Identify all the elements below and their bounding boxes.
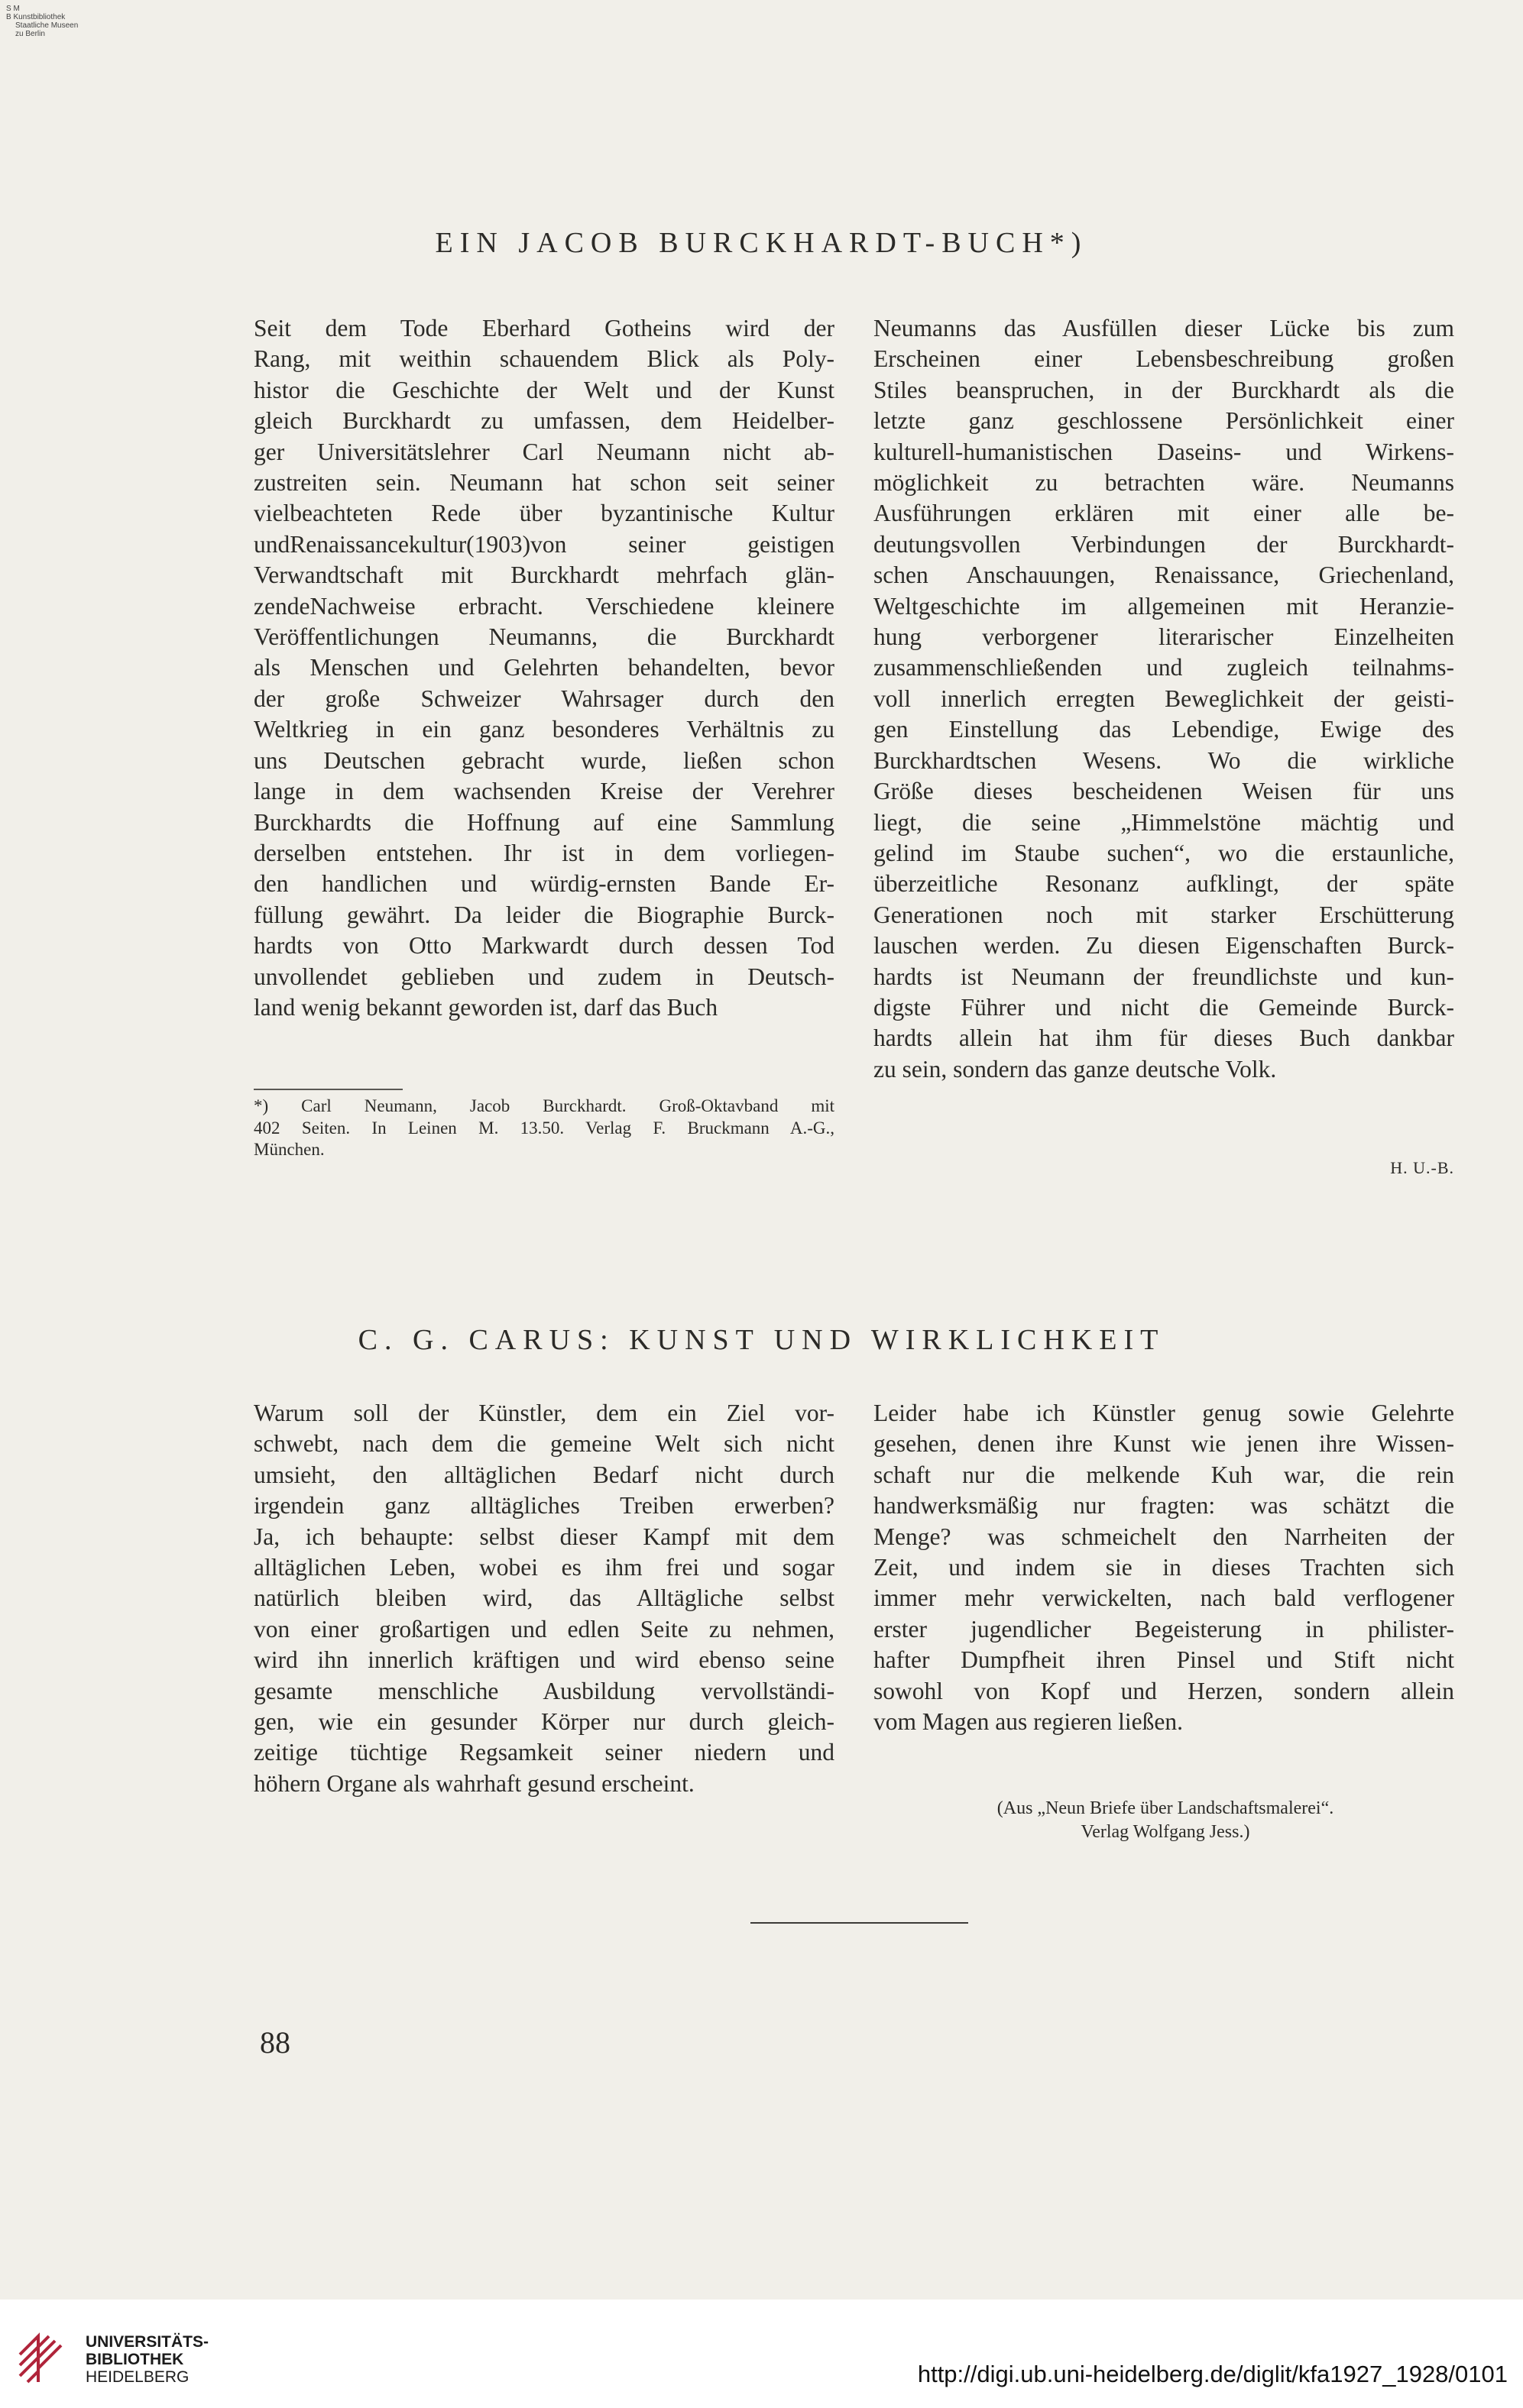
library-name-line: HEIDELBERG <box>86 2368 190 2386</box>
text-line: Seit dem Tode Eberhard Gotheins wird der <box>254 315 834 341</box>
text-line: immer mehr verwickelten, nach bald verflogener <box>873 1584 1454 1612</box>
article2-left-column <box>254 1398 834 1799</box>
text-line: Größe dieses bescheidenen Weisen für uns <box>873 778 1454 805</box>
text-line: Ausführungen erklären mit einer alle be- <box>873 500 1454 527</box>
text-line: schwebt, nach dem die gemeine Welt sich nicht <box>254 1430 834 1458</box>
text-line: wird ihn innerlich kräftigen und wird ebenso seine <box>254 1646 834 1674</box>
article2-title: C. G. CARUS: KUNST UND WIRKLICHKEIT <box>358 1324 1165 1356</box>
text-line: hafter Dumpfheit ihren Pinsel und Stift nicht <box>873 1646 1454 1674</box>
text-line: füllung gewährt. Da leider die Biographie Burck- <box>254 901 834 928</box>
text-line: gelind im Staube suchen“, wo die erstaunliche, <box>873 839 1454 866</box>
text-line: unvollendet geblieben und zudem in Deutsch- <box>254 963 834 990</box>
article1-signature: H. U.-B. <box>1390 1158 1454 1177</box>
text-line: vom Magen aus regieren ließen. <box>873 1708 1183 1736</box>
text-line: land wenig bekannt geworden ist, darf das Buch <box>254 993 718 1021</box>
text-line: Neumanns das Ausfüllen dieser Lücke bis zum <box>873 315 1454 341</box>
text-line: undRenaissancekultur(1903)von seiner geistigen <box>254 530 834 558</box>
text-line: Menge? was schmeichelt den Narrheiten der <box>873 1523 1454 1550</box>
text-line: sowohl von Kopf und Herzen, sondern allein <box>873 1677 1454 1704</box>
text-line: lauschen werden. Zu diesen Eigenschaften Burck- <box>873 932 1454 960</box>
text-line: gen Einstellung das Lebendige, Ewige des <box>873 716 1454 743</box>
footnote-line: *) Carl Neumann, Jacob Burckhardt. Groß-Oktavband mit <box>254 1096 834 1115</box>
text-line: gen, wie ein gesunder Körper nur durch gleich- <box>254 1708 834 1736</box>
text-line: derselben entstehen. Ihr ist in dem vorliegen- <box>254 839 834 866</box>
text-line: irgendein ganz alltägliches Treiben erwerben? <box>254 1492 834 1520</box>
source-line: Verlag Wolfgang Jess.) <box>1081 1822 1250 1842</box>
page-number: 88 <box>260 2025 290 2060</box>
text-line: höhern Organe als wahrhaft gesund erscheint. <box>254 1769 695 1797</box>
stamp-line: S M <box>6 5 20 13</box>
text-line: Rang, mit weithin schauendem Blick als Poly- <box>254 345 834 373</box>
article1-title: EIN JACOB BURCKHARDT-BUCH*) <box>435 227 1088 259</box>
text-line: alltäglichen Leben, wobei es ihm frei und sogar <box>254 1554 834 1581</box>
text-line: Verwandtschaft mit Burckhardt mehrfach glän- <box>254 562 834 589</box>
source-url-link[interactable]: http://digi.ub.uni-heidelberg.de/diglit/kfa1927_1928/0101 <box>917 2361 1508 2387</box>
article2-source <box>875 1797 1456 1844</box>
text-line: Weltgeschichte im allgemeinen mit Heranzie- <box>873 592 1454 620</box>
library-stamp <box>6 5 79 38</box>
text-line: erster jugendlicher Begeisterung in philister- <box>873 1615 1454 1643</box>
stamp-line: Staatliche Museen <box>15 21 79 30</box>
text-line: Stiles beanspruchen, in der Burckhardt als die <box>873 376 1454 403</box>
text-line: lange in dem wachsenden Kreise der Verehrer <box>254 778 834 805</box>
text-line: deutungsvollen Verbindungen der Burckhardt- <box>873 530 1454 558</box>
footnote-rule <box>254 1089 403 1090</box>
text-line: überzeitliche Resonanz aufklingt, der späte <box>873 870 1454 898</box>
text-line: Weltkrieg in ein ganz besonderes Verhältnis zu <box>254 716 834 743</box>
text-line: hardts allein hat ihm für dieses Buch dankbar <box>873 1024 1454 1052</box>
footnote-line: München. <box>254 1140 325 1159</box>
text-line: Burckhardtschen Wesens. Wo die wirkliche <box>873 746 1454 774</box>
text-line: hung verborgener literarischer Einzelheiten <box>873 623 1454 651</box>
text-line: natürlich bleiben wird, das Alltägliche selbst <box>254 1584 834 1612</box>
text-line: umsieht, den alltäglichen Bedarf nicht durch <box>254 1461 834 1488</box>
university-library-logo-icon <box>15 2332 69 2387</box>
text-line: letzte ganz geschlossene Persönlichkeit einer <box>873 407 1454 435</box>
text-line: digste Führer und nicht die Gemeinde Burck- <box>873 993 1454 1021</box>
text-line: Ja, ich behaupte: selbst dieser Kampf mit dem <box>254 1523 834 1550</box>
text-line: zustreiten sein. Neumann hat schon seit seiner <box>254 469 834 497</box>
text-line: zusammenschließenden und zugleich teilnahms- <box>873 654 1454 681</box>
stamp-line: B Kunstbibliothek <box>6 13 66 21</box>
text-line: handwerksmäßig nur fragten: was schätzt die <box>873 1492 1454 1520</box>
text-line: vielbeachteten Rede über byzantinische Kultur <box>254 500 834 527</box>
article1-left-column <box>254 313 834 1023</box>
text-line: Warum soll der Künstler, dem ein Ziel vor- <box>254 1400 834 1426</box>
article2-right-column <box>873 1398 1454 1737</box>
text-line: voll innerlich erregten Beweglichkeit der geisti- <box>873 685 1454 712</box>
text-line: hardts ist Neumann der freundlichste und kun- <box>873 963 1454 990</box>
text-line: von einer großartigen und edlen Seite zu nehmen, <box>254 1615 834 1643</box>
text-line: kulturell-humanistischen Daseins- und Wirkens- <box>873 438 1454 465</box>
text-line: hardts von Otto Markwardt durch dessen Tod <box>254 932 834 960</box>
text-line: möglichkeit zu betrachten wäre. Neumanns <box>873 469 1454 497</box>
footnote-line: 402 Seiten. In Leinen M. 13.50. Verlag F. Bruckmann A.-G., <box>254 1118 834 1138</box>
text-line: der große Schweizer Wahrsager durch den <box>254 685 834 712</box>
text-line: Erscheinen einer Lebensbeschreibung großen <box>873 345 1454 373</box>
text-line: ger Universitätslehrer Carl Neumann nicht ab- <box>254 438 834 465</box>
article1-right-column <box>873 313 1454 1085</box>
text-line: zendeNachweise erbracht. Verschiedene kleinere <box>254 592 834 620</box>
text-line: als Menschen und Gelehrten behandelten, bevor <box>254 654 834 681</box>
text-line: schen Anschauungen, Renaissance, Griechenland, <box>873 562 1454 589</box>
text-line: den handlichen und würdig-ernsten Bande Er- <box>254 870 834 898</box>
text-line: Leider habe ich Künstler genug sowie Gelehrte <box>873 1400 1454 1426</box>
text-line: zeitige tüchtige Regsamkeit seiner niedern und <box>254 1739 834 1766</box>
article1-footnote <box>254 1096 834 1161</box>
text-line: Zeit, und indem sie in dieses Trachten sich <box>873 1554 1454 1581</box>
library-name-line: BIBLIOTHEK <box>86 2351 184 2368</box>
text-line: uns Deutschen gebracht wurde, ließen schon <box>254 746 834 774</box>
source-line: (Aus „Neun Briefe über Landschaftsmalerei“. <box>996 1798 1334 1818</box>
text-line: gesehen, denen ihre Kunst wie jenen ihre Wissen- <box>873 1430 1454 1458</box>
text-line: Burckhardts die Hoffnung auf eine Sammlung <box>254 808 834 836</box>
text-line: Veröffentlichungen Neumanns, die Burckhardt <box>254 623 834 651</box>
text-line: gesamte menschliche Ausbildung vervollständi- <box>254 1677 834 1704</box>
stamp-line: zu Berlin <box>15 30 45 38</box>
text-line: histor die Geschichte der Welt und der Kunst <box>254 376 834 403</box>
text-line: Generationen noch mit starker Erschütterung <box>873 901 1454 928</box>
digitization-footer <box>0 2300 1523 2408</box>
text-line: liegt, die seine „Himmelstöne mächtig und <box>873 808 1454 836</box>
text-line: zu sein, sondern das ganze deutsche Volk. <box>873 1055 1277 1083</box>
library-name <box>86 2333 209 2386</box>
library-name-line: UNIVERSITÄTS- <box>86 2333 209 2351</box>
text-line: schaft nur die melkende Kuh war, die rein <box>873 1461 1454 1488</box>
text-line: gleich Burckhardt zu umfassen, dem Heidelber- <box>254 407 834 435</box>
end-rule <box>750 1922 968 1924</box>
